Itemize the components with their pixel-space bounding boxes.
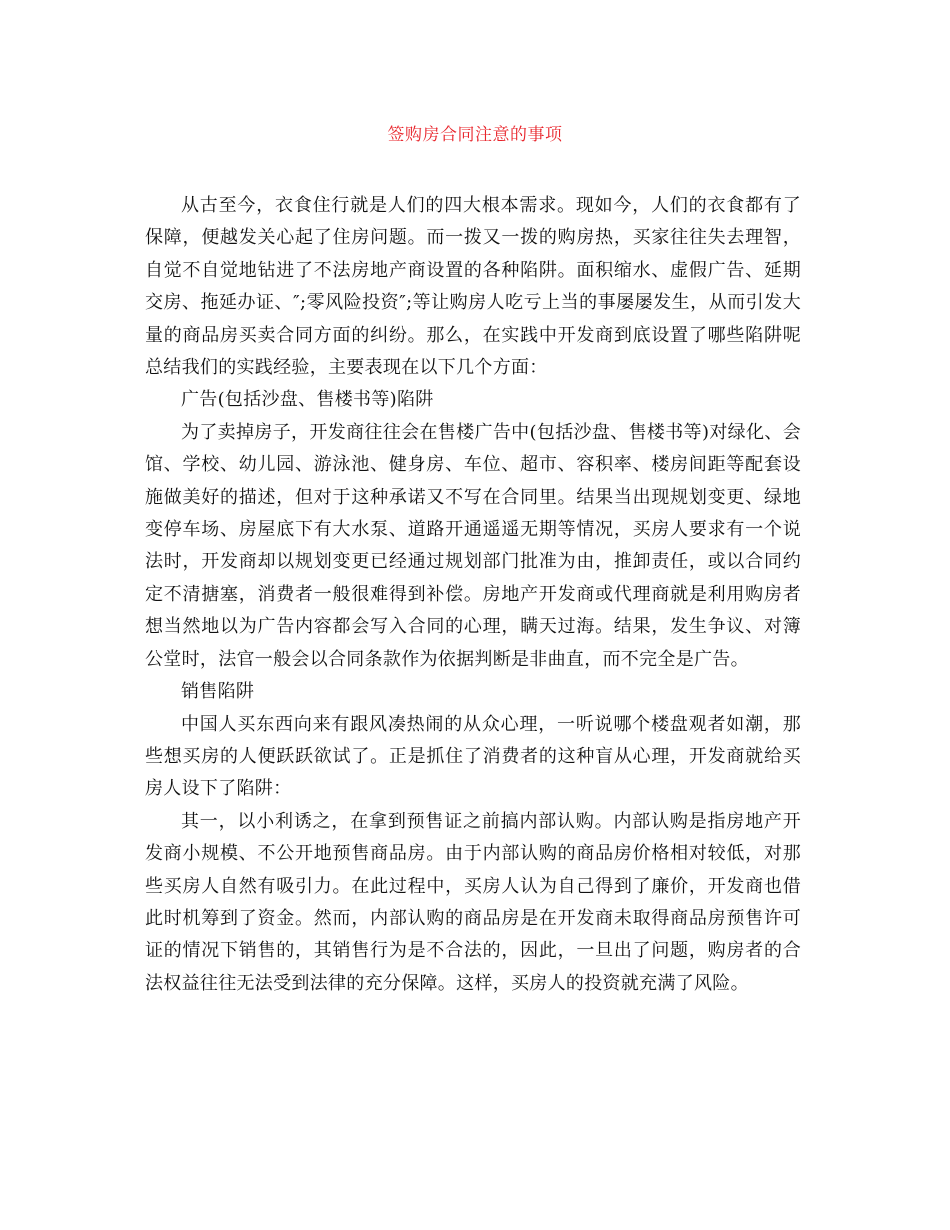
heading-sales-trap: 销售陷阱 (181, 681, 255, 703)
document-body (145, 190, 801, 1000)
paragraph-advertising-trap: 为了卖掉房子，开发商往往会在售楼广告中(包括沙盘、售楼书等)对绿化、会馆、学校、幼儿园、游泳池、健身房、车位、超市、容积率、楼房间距等配套设施做美好的描述，但对于这种承诺又不写在合同里。结果当出现规划变更、绿地变停车场、房屋底下有大水泵、道路开通遥遥无期等情况，买房人要求有一个说法时，开发商却以规划变更已经通过规划部门批准为由，推卸责任，或以合同约定不清搪塞，消费者一般很难得到补偿。房地产开发商或代理商就是利用购房者想当然地以为广告内容都会写入合同的心理，瞒天过海。结果，发生争议、对簿公堂时，法官一般会以合同条款作为依据判断是非曲直，而不完全是广告。 (145, 421, 801, 670)
document-title: 签购房合同注意的事项 (387, 125, 563, 145)
paragraph-internal-subscription: 其一，以小利诱之，在拿到预售证之前搞内部认购。内部认购是指房地产开发商小规模、不公开地预售商品房。由于内部认购的商品房价格相对较低，对那些买房人自然有吸引力。在此过程中，买房人认为自己得到了廉价，开发商也借此时机筹到了资金。然而，内部认购的商品房是在开发商未取得商品房预售许可证的情况下销售的，其销售行为是不合法的，因此，一旦出了问题，购房者的合法权益往往无法受到法律的充分保障。这样，买房人的投资就充满了风险。 (145, 810, 801, 994)
heading-advertising-trap: 广告(包括沙盘、售楼书等)陷阱 (181, 389, 434, 411)
paragraph-sales-trap: 中国人买东西向来有跟风凑热闹的从众心理，一听说哪个楼盘观者如潮，那些想买房的人便跃跃欲试了。正是抓住了消费者的这种盲从心理，开发商就给买房人设下了陷阱： (145, 713, 801, 800)
paragraph-intro: 从古至今，衣食住行就是人们的四大根本需求。现如今，人们的衣食都有了保障，便越发关心起了住房问题。而一拨又一拨的购房热，买家往往失去理智，自觉不自觉地钻进了不法房地产商设置的各种陷阱。面积缩水、虚假广告、延期交房、拖延办证、″;零风险投资″;等让购房人吃亏上当的事屡屡发生，从而引发大量的商品房买卖合同方面的纠纷。那么，在实践中开发商到底设置了哪些陷阱呢总结我们的实践经验，主要表现在以下几个方面： (145, 195, 801, 379)
